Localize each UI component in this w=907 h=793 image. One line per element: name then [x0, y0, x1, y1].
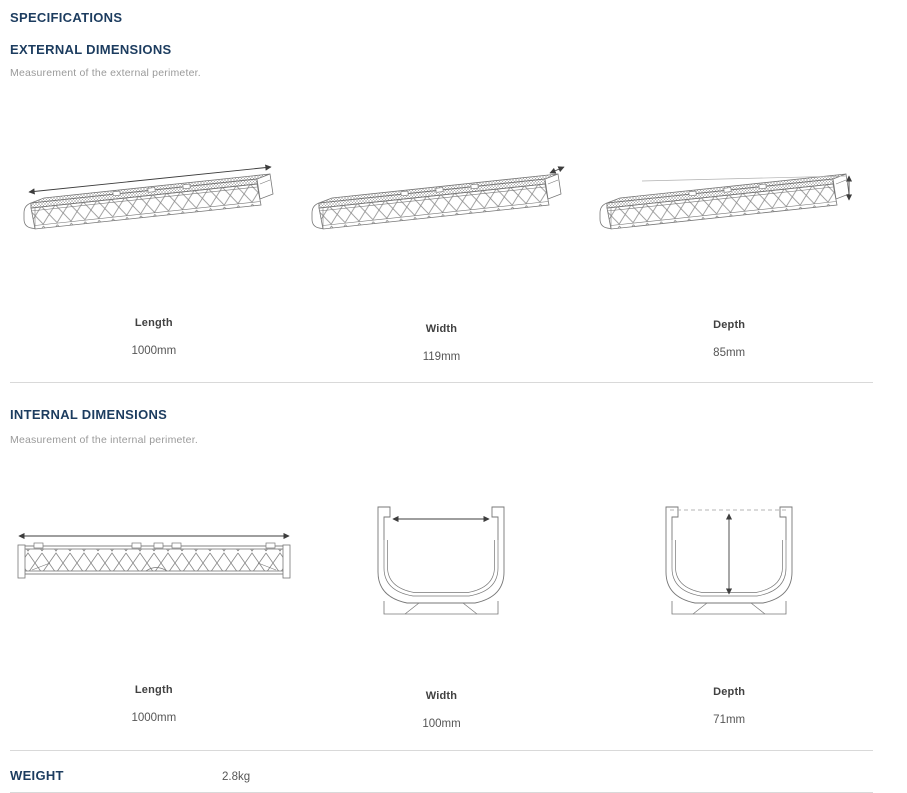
- external-width-value: 119mm: [422, 351, 461, 363]
- channel-section-depth-drawing: [659, 504, 799, 619]
- external-length-value: 1000mm: [131, 345, 177, 357]
- internal-figures-row: [10, 446, 873, 730]
- page-title: SPECIFICATIONS: [10, 10, 123, 25]
- weight-label: WEIGHT: [10, 768, 64, 783]
- internal-length-label: Length: [134, 684, 173, 696]
- weight-row: [10, 768, 873, 783]
- weight-value: 2.8kg: [222, 771, 251, 783]
- channel-elevation-length-drawing: [14, 530, 294, 592]
- external-depth-value: 85mm: [713, 347, 746, 359]
- external-dimensions-description: Measurement of the external perimeter.: [10, 67, 201, 79]
- channel-isometric-depth-drawing: [597, 147, 862, 242]
- section-divider: [10, 750, 873, 751]
- external-depth-label: Depth: [713, 319, 746, 331]
- internal-depth-label: Depth: [713, 686, 746, 698]
- external-length-label: Length: [134, 317, 173, 329]
- internal-depth-figure: [585, 446, 873, 730]
- channel-section-width-drawing: [371, 504, 511, 619]
- external-dimensions-heading: EXTERNAL DIMENSIONS: [10, 42, 172, 57]
- channel-isometric-width-drawing: [309, 147, 574, 242]
- internal-dimensions-heading: INTERNAL DIMENSIONS: [10, 407, 168, 422]
- external-depth-figure: [585, 79, 873, 363]
- internal-width-figure: [298, 446, 586, 730]
- external-dimensions-section: [10, 42, 873, 363]
- internal-length-figure: [10, 446, 298, 730]
- internal-dimensions-description: Measurement of the internal perimeter.: [10, 434, 198, 446]
- internal-width-value: 100mm: [422, 718, 461, 730]
- external-length-figure: [10, 79, 298, 363]
- section-divider: [10, 382, 873, 383]
- external-width-label: Width: [425, 323, 458, 335]
- internal-dimensions-section: [10, 407, 873, 730]
- internal-length-value: 1000mm: [131, 712, 177, 724]
- internal-width-label: Width: [425, 690, 458, 702]
- internal-depth-value: 71mm: [713, 714, 746, 726]
- channel-isometric-length-drawing: [21, 147, 286, 242]
- external-width-figure: [298, 79, 586, 363]
- external-figures-row: [10, 79, 873, 363]
- width-dimension-arrow: [550, 167, 564, 173]
